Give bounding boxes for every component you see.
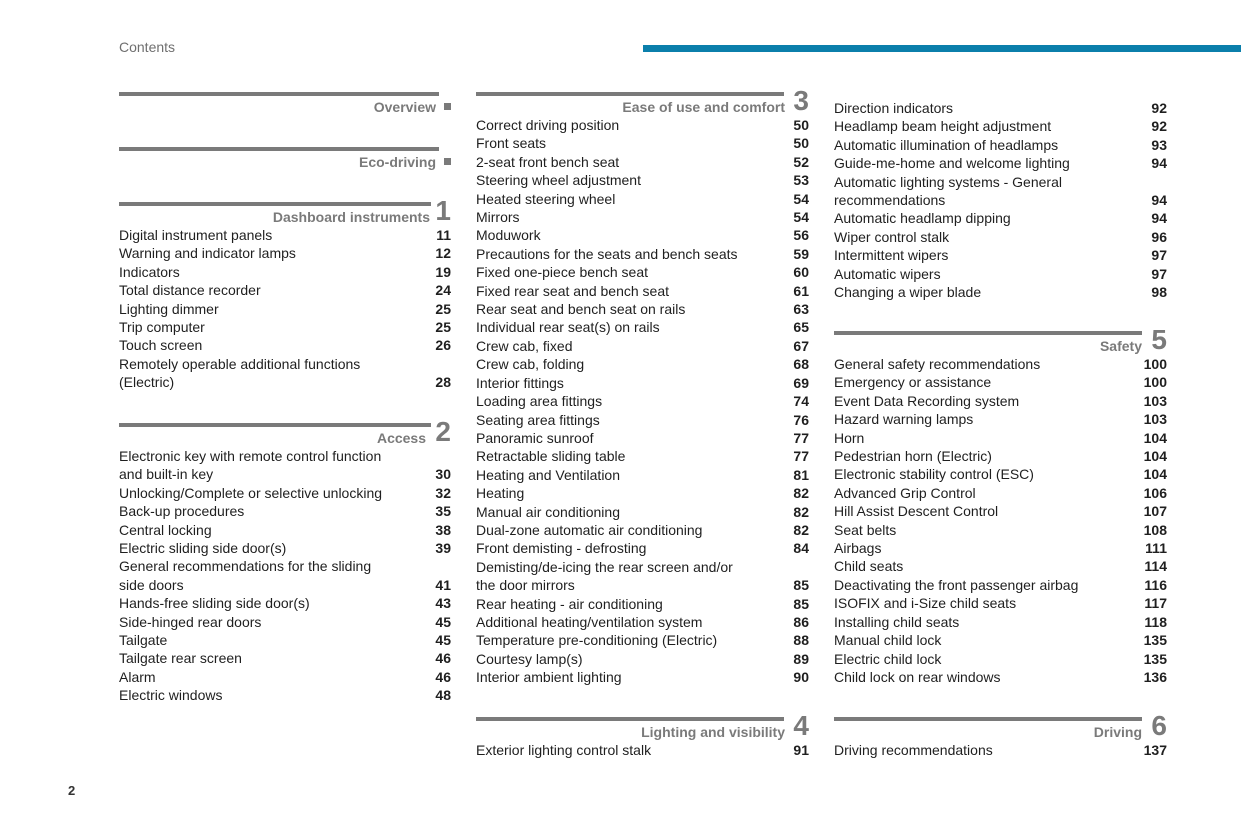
toc-entry[interactable] [834,447,1167,465]
toc-entry[interactable] [119,465,451,483]
toc-entry-page: 135 [1143,650,1167,667]
toc-entry-label: Digital instrument panels [119,227,273,243]
toc-entry[interactable] [834,484,1167,502]
toc-entry-page: 32 [435,484,451,501]
toc-entry-page: 111 [1145,540,1167,557]
toc-entry-label: Front demisting - defrosting [476,540,647,557]
toc-entry[interactable] [834,283,1167,301]
toc-entry-label: Rear seat and bench seat on rails [476,301,686,318]
toc-entry[interactable] [119,484,451,502]
toc-entry-page: 25 [435,319,451,336]
toc-entry-page: 68 [793,356,809,373]
toc-entry-page: 90 [793,669,809,686]
toc-entry-page: 106 [1143,484,1167,501]
toc-entry-page: 94 [1151,155,1167,172]
toc-entry[interactable] [119,447,451,465]
toc-entry[interactable] [119,355,451,373]
section-rule [476,717,784,721]
toc-entry-page: 92 [1151,100,1167,116]
toc-entry-label: Courtesy lamp(s) [476,650,583,667]
toc-entry-label: Electric windows [119,687,223,704]
toc-entry[interactable] [834,265,1167,283]
section-rule [834,717,1142,721]
toc-entry-label: Additional heating/ventilation system [476,613,703,630]
toc-entry-page: 82 [793,521,809,538]
toc-entry[interactable] [119,668,451,686]
toc-entry-label: 2-seat front bench seat [476,153,620,170]
toc-entry[interactable] [476,631,809,649]
toc-entry[interactable] [834,631,1167,649]
toc-entry-page: 19 [435,263,451,280]
toc-entry-page: 116 [1144,576,1167,593]
toc-entry-page: 77 [793,429,809,446]
toc-entry[interactable] [834,613,1167,631]
toc-entry-page: 41 [435,576,451,593]
toc-entry-label: Mirrors [476,209,520,226]
toc-entry[interactable] [476,539,809,557]
toc-entry-page: 93 [1151,136,1167,153]
toc-entry-page: 137 [1143,742,1167,758]
toc-entry[interactable] [476,245,809,263]
toc-entry-page: 89 [793,650,809,667]
toc-entry[interactable] [476,576,809,594]
toc-entry-page: 76 [793,411,809,428]
toc-entry-page: 63 [793,301,809,318]
section-number: 3 [793,85,809,116]
toc-entry-label: Panoramic sunroof [476,429,594,446]
toc-entry[interactable] [476,521,809,539]
toc-entry-page: 46 [435,650,451,667]
toc-entry-label: Wiper control stalk [834,228,950,245]
toc-entry[interactable] [119,576,451,594]
toc-entry[interactable] [476,411,809,429]
entry-list [119,447,451,705]
toc-entry-page: 100 [1143,356,1167,372]
entry-list [834,355,1167,686]
toc-entry-label: Dual-zone automatic air conditioning [476,521,703,538]
toc-entry[interactable] [119,613,451,631]
toc-entry-label: Electronic stability control (ESC) [834,466,1034,483]
section-title[interactable]: Overview [373,99,436,115]
toc-entry-label: Individual rear seat(s) on rails [476,319,660,336]
section-driving [834,710,1167,759]
toc-entry-label: recommendations [834,192,946,209]
toc-entry-label: General recommendations for the sliding [119,558,372,575]
section-number: 5 [1151,324,1167,355]
toc-entry-label: Central locking [119,521,212,538]
toc-entry[interactable] [834,209,1167,227]
toc-entry-label: Fixed rear seat and bench seat [476,282,670,299]
toc-entry[interactable] [834,410,1167,428]
toc-entry-label: Tailgate rear screen [119,650,242,667]
toc-entry-page: 39 [435,540,451,557]
toc-entry-label: Total distance recorder [119,282,261,299]
toc-entry[interactable] [119,631,451,649]
section-rule [119,202,431,206]
toc-entry-page: 94 [1151,210,1167,227]
toc-entry-label: General safety recommendations [834,356,1041,372]
toc-entry[interactable] [476,318,809,336]
toc-entry-label: Fixed one-piece bench seat [476,264,648,281]
toc-entry[interactable] [476,503,809,521]
toc-entry-label: Warning and indicator lamps [119,245,296,262]
toc-entry-page: 43 [435,595,451,612]
toc-entry-page: 30 [435,466,451,483]
toc-entry-label: Heated steering wheel [476,190,616,207]
toc-entry-label: Automatic illumination of headlamps [834,136,1059,153]
toc-entry-page: 118 [1144,613,1167,630]
toc-entry[interactable] [834,173,1167,191]
toc-entry-page: 135 [1143,632,1167,649]
toc-entry[interactable] [834,502,1167,520]
toc-entry-label: Emergency or assistance [834,374,992,391]
toc-entry-page: 28 [435,374,451,391]
toc-entry-label: Steering wheel adjustment [476,172,641,189]
toc-entry-page: 24 [435,282,451,299]
toc-entry-label: Temperature pre-conditioning (Electric) [476,632,718,649]
toc-entry[interactable] [476,447,809,465]
toc-entry-label: Tailgate [119,632,168,649]
section-dashboard-instruments [119,195,451,392]
section-eco-driving[interactable] [119,147,451,171]
toc-entry[interactable] [834,557,1167,575]
toc-entry-page: 74 [793,393,809,410]
toc-entry-page: 65 [793,319,809,336]
toc-entry[interactable] [834,99,1167,117]
toc-entry[interactable] [834,650,1167,668]
toc-entry[interactable] [476,190,809,208]
toc-entry-label: Headlamp beam height adjustment [834,118,1052,135]
toc-entry-label: Side-hinged rear doors [119,613,262,630]
toc-entry-label: Manual air conditioning [476,503,620,520]
toc-entry-page: 81 [793,466,809,483]
section-ease-of-use [476,85,809,687]
toc-entry-page: 103 [1143,411,1167,428]
toc-entry-label: Alarm [119,668,156,685]
toc-entry-page: 136 [1143,668,1167,685]
toc-entry[interactable] [476,650,809,668]
toc-entry[interactable] [476,668,809,686]
toc-entry-label: ISOFIX and i-Size child seats [834,595,1017,612]
toc-entry-label: Crew cab, fixed [476,337,573,354]
toc-entry-page: 104 [1143,448,1167,465]
toc-entry[interactable] [834,668,1167,686]
toc-entry-page: 46 [435,668,451,685]
toc-entry[interactable] [476,300,809,318]
toc-entry-label: Hands-free sliding side door(s) [119,595,310,612]
toc-entry-label: Rear heating - air conditioning [476,595,663,612]
toc-entry-label: Exterior lighting control stalk [476,742,652,758]
toc-entry[interactable] [834,576,1167,594]
toc-entry[interactable] [476,558,809,576]
toc-entry[interactable] [834,117,1167,135]
toc-entry[interactable] [119,521,451,539]
entry-list [834,99,1167,301]
toc-entry-page: 48 [435,687,451,704]
toc-entry[interactable] [119,318,451,336]
toc-entry-label: Interior fittings [476,374,564,391]
toc-entry-page: 45 [435,613,451,630]
toc-entry-label: (Electric) [119,374,175,391]
toc-entry-label: the door mirrors [476,577,575,594]
square-bullet-icon [444,103,451,110]
toc-entry[interactable] [834,392,1167,410]
toc-entry[interactable] [834,741,1167,759]
toc-entry-page: 82 [793,485,809,502]
toc-entry[interactable] [119,502,451,520]
toc-entry-label: Retractable sliding table [476,448,626,465]
section-number: 4 [793,710,809,741]
toc-entry[interactable] [119,244,451,262]
toc-entry-label: Hazard warning lamps [834,411,974,428]
toc-entry-label: Heating [476,485,525,502]
toc-entry[interactable] [476,226,809,244]
toc-entry[interactable] [476,374,809,392]
toc-entry-page: 45 [435,632,451,649]
toc-entry-page: 25 [435,300,451,317]
toc-entry-label: Front seats [476,135,547,152]
toc-entry-page: 50 [793,135,809,152]
toc-entry[interactable] [119,336,451,354]
toc-entry-label: Automatic headlamp dipping [834,210,1011,227]
toc-entry[interactable] [476,392,809,410]
toc-entry-label: Direction indicators [834,100,954,116]
toc-entry-page: 59 [793,245,809,262]
toc-entry-label: Electronic key with remote control function [119,448,382,464]
toc-entry[interactable] [476,466,809,484]
toc-entry[interactable] [476,595,809,613]
toc-entry-page: 100 [1143,374,1167,391]
toc-entry-label: Trip computer [119,319,205,336]
toc-entry[interactable] [834,429,1167,447]
toc-entry-label: Event Data Recording system [834,392,1020,409]
toc-entry-label: Intermittent wipers [834,247,949,264]
page-number: 2 [68,783,76,798]
header-accent-bar [643,45,1241,52]
toc-entry-page: 107 [1143,503,1167,520]
toc-entry-page: 104 [1143,429,1167,446]
entry-list [476,741,809,759]
toc-entry-label: Child lock on rear windows [834,668,1001,685]
toc-entry[interactable] [476,208,809,226]
toc-entry[interactable] [476,355,809,373]
toc-entry-label: Pedestrian horn (Electric) [834,448,992,465]
toc-entry[interactable] [834,355,1167,373]
toc-entry-label: Airbags [834,540,882,557]
toc-entry[interactable] [476,171,809,189]
toc-entry-label: Indicators [119,263,180,280]
toc-entry[interactable] [119,686,451,704]
toc-entry[interactable] [834,539,1167,557]
section-number: 1 [435,195,451,226]
toc-entry-page: 94 [1151,192,1167,209]
section-rule [834,331,1142,335]
toc-entry-label: Deactivating the front passenger airbag [834,576,1079,593]
toc-entry[interactable] [476,429,809,447]
section-safety [834,324,1167,686]
section-title: Dashboard instruments [272,209,430,225]
toc-entry[interactable] [834,191,1167,209]
toc-entry-page: 85 [793,577,809,594]
toc-entry-page: 69 [793,374,809,391]
section-title: Ease of use and comfort [622,99,785,115]
toc-entry-label: Heating and Ventilation [476,466,620,483]
toc-entry[interactable] [476,116,809,134]
section-title[interactable]: Eco-driving [358,154,436,170]
toc-entry[interactable] [476,153,809,171]
toc-entry-label: Interior ambient lighting [476,669,622,686]
toc-entry-page: 77 [793,448,809,465]
page-header-title: Contents [119,39,176,55]
toc-entry-page: 11 [436,227,451,243]
toc-entry-label: Automatic lighting systems - General [834,173,1062,190]
section-lighting-continued [834,99,1167,301]
toc-entry-page: 12 [435,245,451,262]
toc-entry[interactable] [119,594,451,612]
section-title: Safety [1099,338,1142,354]
toc-entry-label: Changing a wiper blade [834,284,982,301]
toc-entry-label: Seating area fittings [476,411,600,428]
toc-entry-label: Electric child lock [834,650,942,667]
toc-entry[interactable] [834,228,1167,246]
entry-list [834,741,1167,759]
toc-entry[interactable] [119,557,451,575]
toc-entry-page: 52 [793,153,809,170]
toc-entry-label: Correct driving position [476,117,620,133]
section-rule [476,92,784,96]
toc-entry[interactable] [476,484,809,502]
section-rule [119,147,439,151]
toc-entry-page: 84 [793,540,809,557]
toc-entry[interactable] [476,613,809,631]
toc-entry[interactable] [119,539,451,557]
toc-entry-page: 82 [793,503,809,520]
toc-entry-label: Installing child seats [834,613,960,630]
toc-entry-label: Crew cab, folding [476,356,585,373]
toc-entry-label: Seat belts [834,521,897,538]
toc-entry[interactable] [834,246,1167,264]
toc-entry-label: Guide-me-home and welcome lighting [834,155,1070,172]
toc-entry[interactable] [834,521,1167,539]
toc-entry-page: 60 [793,264,809,281]
section-rule [119,92,439,96]
toc-entry-page: 35 [435,503,451,520]
toc-entry-label: Electric sliding side door(s) [119,540,287,557]
toc-entry-label: Child seats [834,558,904,575]
section-lighting-visibility [476,710,809,759]
section-number: 6 [1151,710,1167,741]
toc-entry[interactable] [834,594,1167,612]
section-title: Driving [1093,724,1142,740]
toc-entry-label: Manual child lock [834,632,942,649]
toc-entry-page: 97 [1151,247,1167,264]
toc-entry-label: side doors [119,576,184,593]
toc-entry-label: Unlocking/Complete or selective unlocking [119,484,383,501]
entry-list [119,226,451,392]
section-access [119,416,451,705]
toc-entry[interactable] [119,226,451,244]
toc-entry-label: Remotely operable additional functions [119,355,361,372]
section-title: Lighting and visibility [641,724,785,740]
toc-entry-page: 117 [1144,595,1167,612]
toc-entry-page: 54 [793,209,809,226]
toc-entry-page: 50 [793,117,809,133]
toc-entry-page: 85 [793,595,809,612]
toc-entry[interactable] [119,649,451,667]
toc-entry-label: Lighting dimmer [119,300,219,317]
toc-entry-label: and built-in key [119,466,214,483]
toc-entry[interactable] [476,134,809,152]
toc-entry-page: 67 [793,337,809,354]
toc-entry-page: 92 [1151,118,1167,135]
toc-entry-page: 96 [1151,228,1167,245]
toc-entry-label: Demisting/de-icing the rear screen and/or [476,558,733,575]
toc-entry-page: 56 [793,227,809,244]
toc-entry-label: Touch screen [119,337,203,354]
toc-entry-page: 26 [435,337,451,354]
section-title: Access [376,430,426,446]
toc-entry[interactable] [476,263,809,281]
toc-entry-page: 88 [793,632,809,649]
toc-entry-label: Automatic wipers [834,265,941,282]
toc-entry-page: 97 [1151,265,1167,282]
toc-entry-page: 103 [1143,392,1167,409]
toc-entry-label: Horn [834,429,865,446]
toc-entry-label: Advanced Grip Control [834,484,976,501]
toc-entry-page: 86 [793,613,809,630]
entry-list [476,116,809,687]
toc-entry-page: 98 [1151,284,1167,301]
toc-entry[interactable] [834,465,1167,483]
section-number: 2 [435,416,451,447]
toc-entry[interactable] [119,263,451,281]
toc-entry-page: 53 [793,172,809,189]
toc-entry[interactable] [476,282,809,300]
toc-entry-label: Precautions for the seats and bench seats [476,245,738,262]
section-overview[interactable] [119,92,451,116]
toc-entry[interactable] [119,281,451,299]
toc-entry-page: 104 [1143,466,1167,483]
toc-entry-page: 38 [435,521,451,538]
toc-entry[interactable] [476,741,809,759]
toc-entry[interactable] [834,154,1167,172]
toc-entry-label: Moduwork [476,227,541,244]
toc-entry[interactable] [119,300,451,318]
toc-entry[interactable] [834,373,1167,391]
toc-entry[interactable] [476,337,809,355]
toc-entry-label: Driving recommendations [834,742,993,758]
toc-entry-label: Hill Assist Descent Control [834,503,999,520]
toc-entry-page: 114 [1144,558,1167,575]
toc-entry-page: 91 [793,742,809,758]
toc-entry-page: 54 [793,190,809,207]
toc-entry-page: 61 [793,282,809,299]
toc-entry-page: 108 [1143,521,1167,538]
square-bullet-icon [444,158,451,165]
toc-entry[interactable] [834,136,1167,154]
toc-entry-label: Back-up procedures [119,503,245,520]
toc-entry-label: Loading area fittings [476,393,603,410]
section-rule [119,423,431,427]
toc-entry[interactable] [119,373,451,391]
